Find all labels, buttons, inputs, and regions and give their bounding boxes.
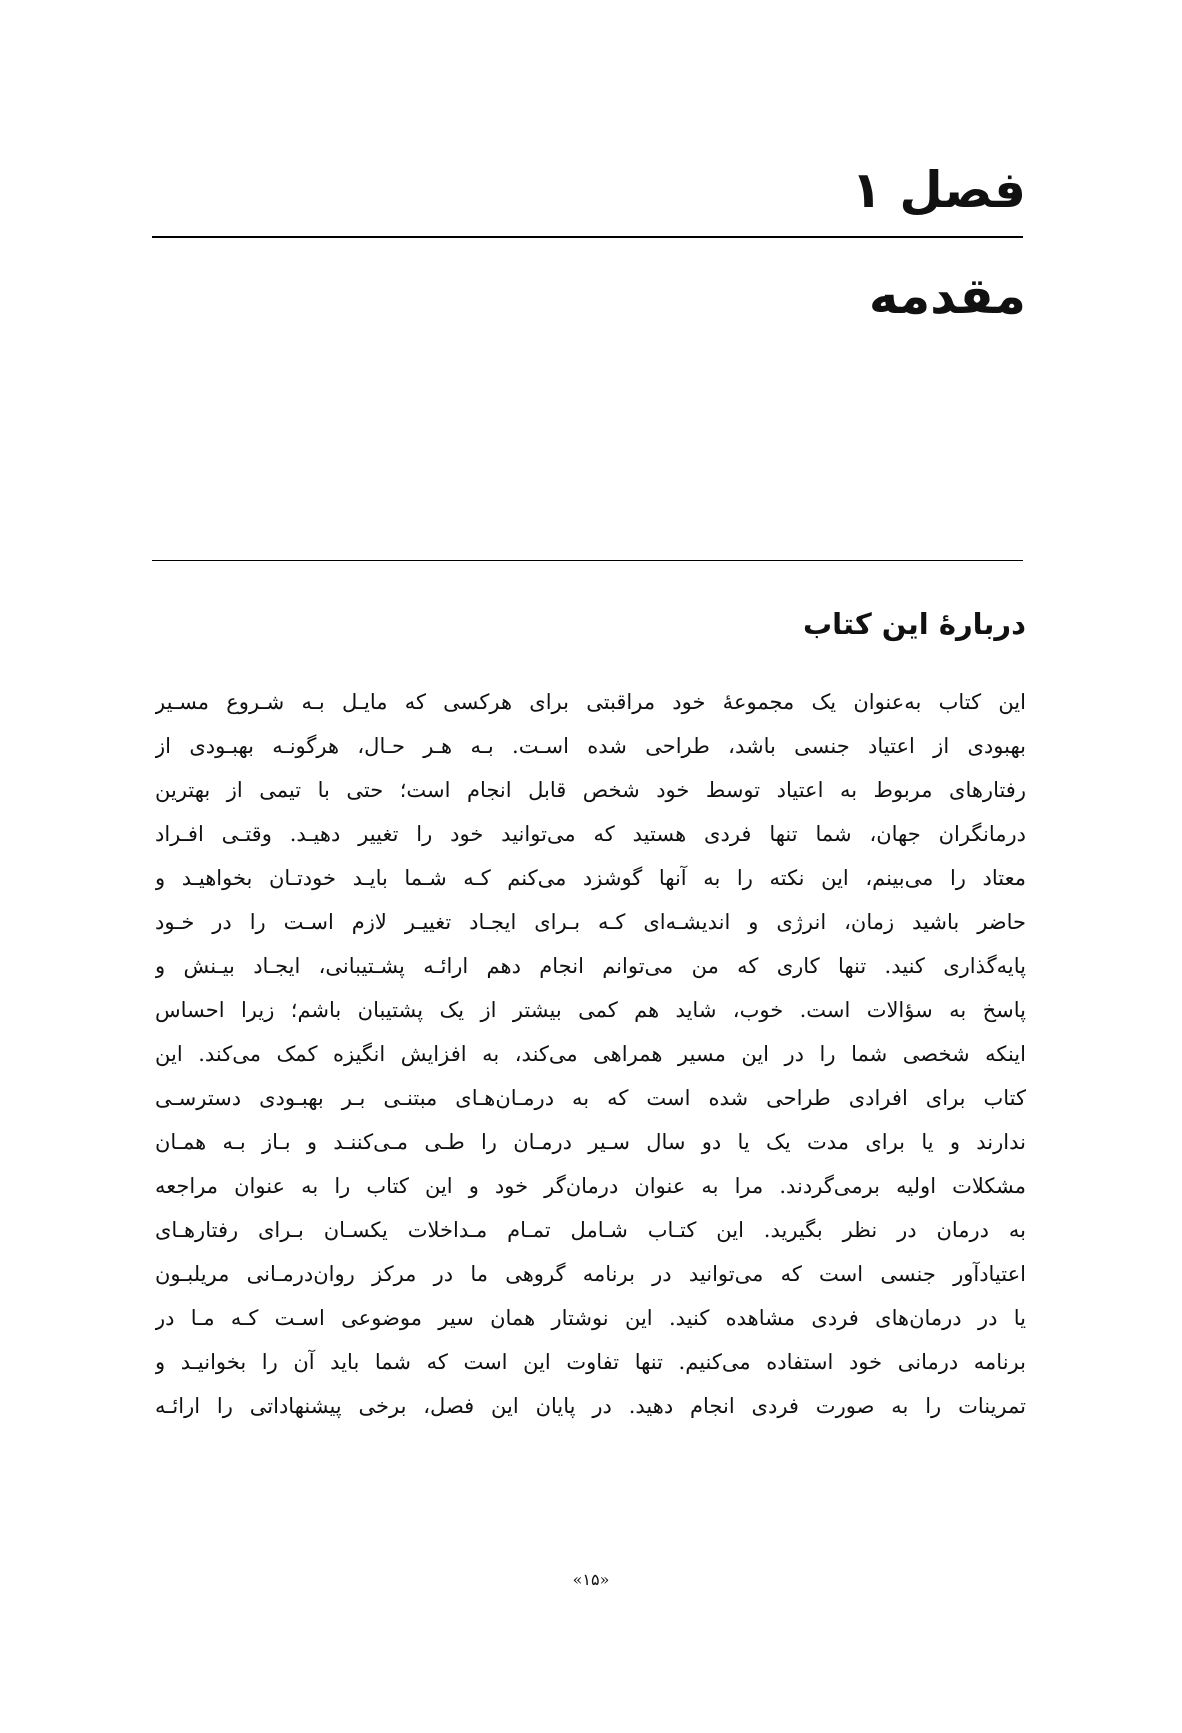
paragraph-line: اعتیادآور جنسی است که می‌توانید در برنامه گروهی ما در مرکز روان‌درمـانی مریلبـون xyxy=(155,1262,1026,1286)
paragraph-line: رفتارهای مربوط به اعتیاد توسط خود شخص قابل انجام است؛ حتی با تیمی از بهترین xyxy=(155,778,1026,802)
page-number: «۱۵» xyxy=(572,1570,610,1589)
paragraph-line: معتاد را می‌بینم، این نکته را به آنها گوشزد می‌کنم کـه شـما بایـد خودتـان بخواهیـد و xyxy=(155,866,1026,890)
paragraph-line: تمرینات را به صورت فردی انجام دهید. در پایان این فصل، برخی پیشنهاداتی را ارائـه xyxy=(155,1394,1026,1418)
paragraph-line: کتاب برای افرادی طراحی شده است که به درمـان‌هـای مبتنـی بـر بهبـودی دسترسـی xyxy=(155,1086,1026,1110)
paragraph-line: این کتاب به‌عنوان یک مجموعۀ خود مراقبتی برای هرکسی که مایـل بـه شـروع مسـیر xyxy=(155,690,1026,714)
paragraph-line: حاضر باشید زمان، انرژی و اندیشـه‌ای کـه بـرای ایجـاد تغییـر لازم اسـت را در خـود xyxy=(155,910,1026,934)
paragraph-line: ندارند و یا برای مدت یک یا دو سال سـیر درمـان را طـی مـی‌کننـد و بـاز بـه همـان xyxy=(155,1130,1026,1154)
paragraph-line: پایه‌گذاری کنید. تنها کاری که من می‌توانم انجام دهم ارائـه پشـتیبانی، ایجـاد بیـنش و xyxy=(155,954,1026,978)
body-paragraph xyxy=(155,680,1026,1428)
paragraph-line: به درمان در نظر بگیرید. این کتـاب شـامل تمـام مـداخلات یکسـان بـرای رفتارهـای xyxy=(155,1218,1026,1242)
paragraph-line: برنامه درمانی خود استفاده می‌کنیم. تنها تفاوت این است که شما باید آن را بخوانیـد و xyxy=(155,1350,1026,1374)
section-heading: دربارۀ این کتاب xyxy=(802,607,1026,641)
paragraph-line: یا در درمان‌های فردی مشاهده کنید. این نوشتار همان سیر موضوعی اسـت کـه مـا در xyxy=(155,1306,1026,1330)
chapter-divider xyxy=(152,236,1023,238)
section-divider xyxy=(152,560,1023,561)
chapter-title: مقدمه xyxy=(868,267,1026,325)
paragraph-line: اینکه شخصی شما را در این مسیر همراهی می‌کند، به افزایش انگیزه کمک می‌کند. این xyxy=(155,1042,1026,1066)
chapter-number: فصل ۱ xyxy=(851,161,1026,219)
paragraph-line: بهبودی از اعتیاد جنسی باشد، طراحی شده اسـت. بـه هـر حـال، هرگونـه بهبـودی از xyxy=(155,734,1026,758)
paragraph-line: درمانگران جهان، شما تنها فردی هستید که می‌توانید خود را تغییر دهیـد. وقتـی افـراد xyxy=(155,822,1026,846)
paragraph-line: پاسخ به سؤالات است. خوب، شاید هم کمی بیشتر از یک پشتیبان باشم؛ زیرا احساس xyxy=(155,998,1026,1022)
paragraph-line: مشکلات اولیه برمی‌گردند. مرا به عنوان درمان‌گر خود و این کتاب را به عنوان مراجعه xyxy=(155,1174,1026,1198)
